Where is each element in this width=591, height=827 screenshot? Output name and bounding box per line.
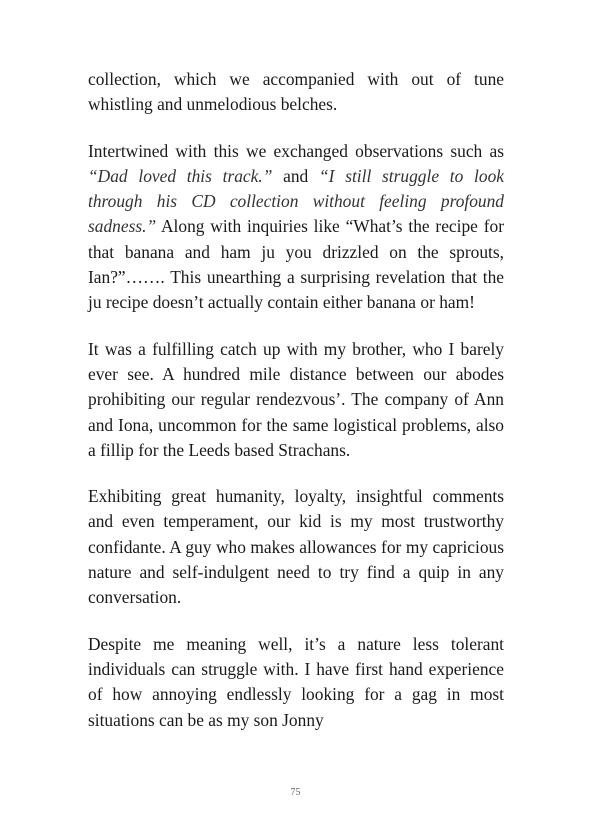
paragraph-5: Despite me meaning well, it’s a nature less tolerant individuals can struggle with. I have first hand experience of how annoying endlessly looking for a gag in most situations can be as my son Jonny — [88, 633, 504, 730]
paragraph-3: It was a fulfilling catch up with my brother, who I barely ever see. A hundred mile distance between our abodes prohibiting our regular rendezvous’. The company of Ann and Iona, uncommon for the same logistical problems, also a fillip for the Leeds based Strachans. — [88, 338, 504, 460]
paragraph-2-and: and — [272, 165, 319, 186]
page-number: 75 — [290, 787, 301, 798]
paragraph-4: Exhibiting great humanity, loyalty, insightful comments and even temperament, our kid is my most trustworthy confidante. A guy who makes allowances for my capricious nature and self-indulgent need to try find a quip in any conversation. — [88, 486, 504, 608]
paragraph-2-tail: Along with inquiries like “What’s the recipe for that banana and ham ju you drizzled on the sprouts, Ian?”……. This unearthing a surprising revelation that the ju recipe doesn’t actually contain either banana or ham! — [88, 216, 504, 313]
body-text — [88, 67, 504, 754]
quote-dad-loved-track: “Dad loved this track.” — [88, 165, 273, 186]
quote-cd-collection: “I still struggle to look through his CD collection without feeling profound sadness.” — [88, 165, 505, 237]
paragraph-2 — [88, 139, 504, 316]
paragraph-1: collection, which we accompanied with out of tune whistling and unmelodious belches. — [88, 69, 504, 115]
paragraph-2-lead: Intertwined with this we exchanged observations such as — [88, 140, 504, 161]
